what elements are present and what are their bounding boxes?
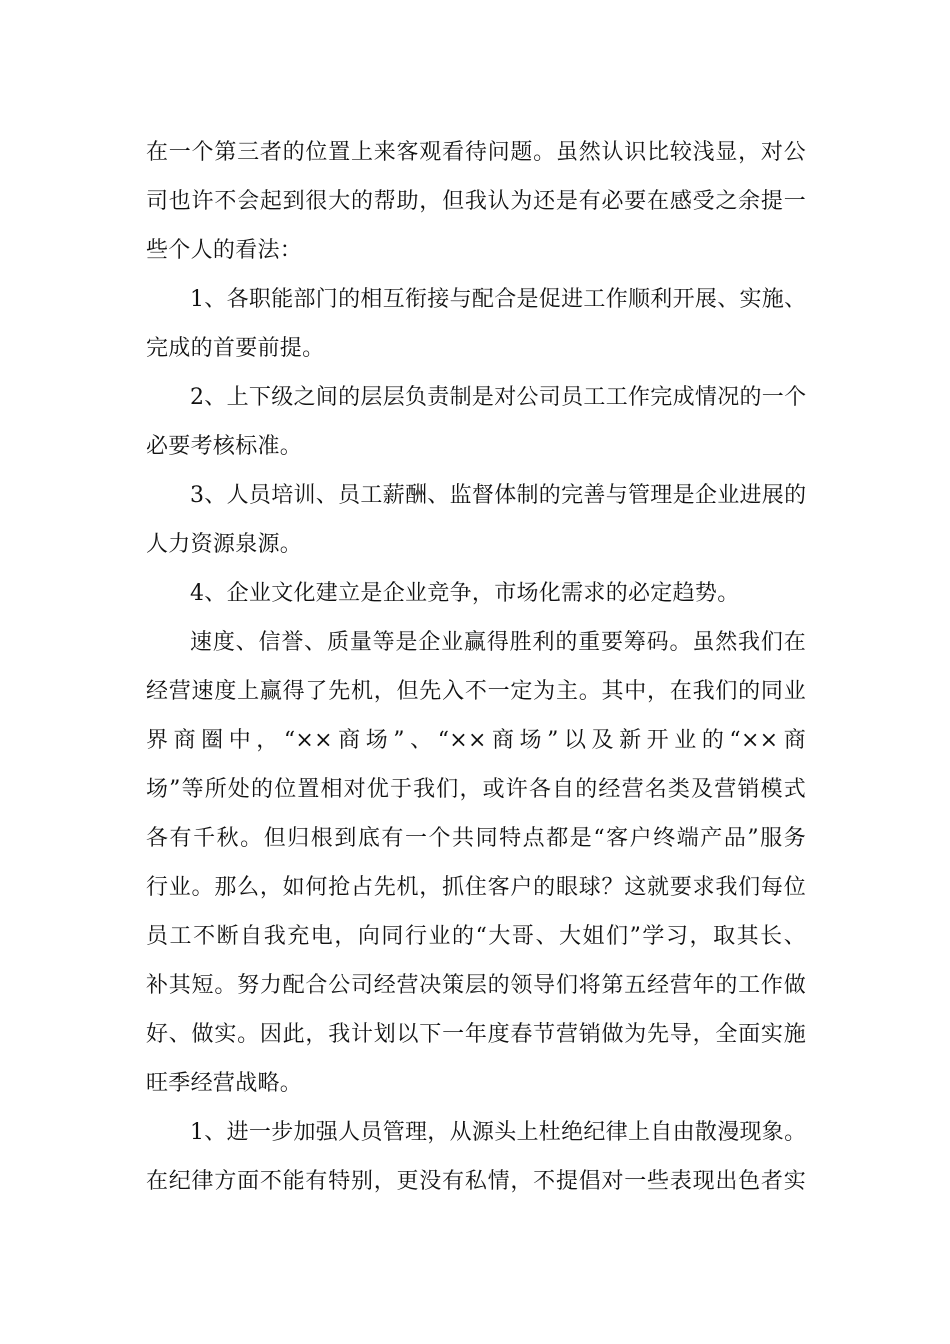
text-line: 各有千秋。但归根到底有一个共同特点都是“客户终端产品”服务 (146, 826, 806, 851)
paragraph-point-4 (146, 569, 806, 618)
text-line: 2、上下级之间的层层负责制是对公司员工工作完成情况的一个 (190, 385, 807, 410)
text-line: 补其短。努力配合公司经营决策层的领导们将第五经营年的工作做 (146, 973, 806, 998)
text-line: 些个人的看法： (146, 238, 303, 263)
text-line: 场”等所处的位置相对优于我们，或许各自的经营名类及营销模式 (146, 777, 806, 802)
text-line: 完成的首要前提。 (146, 336, 325, 361)
text-line: 必要考核标准。 (146, 434, 303, 459)
text-line: 1、进一步加强人员管理，从源头上杜绝纪律上自由散漫现象。 (190, 1120, 807, 1145)
paragraph-point-3 (146, 471, 806, 569)
text-line: 速度、信誉、质量等是企业赢得胜利的重要筹码。虽然我们在 (190, 630, 806, 655)
text-line: 在一个第三者的位置上来客观看待问题。虽然认识比较浅显，对公 (146, 140, 806, 165)
text-line: 员工不断自我充电，向同行业的“大哥、大姐们”学习，取其长、 (146, 924, 806, 949)
document-body (146, 128, 806, 1206)
paragraph-point-2 (146, 373, 806, 471)
paragraph-point-1 (146, 275, 806, 373)
text-line: 好、做实。因此，我计划以下一年度春节营销做为先导，全面实施 (146, 1022, 806, 1047)
paragraph-plan-1 (146, 1108, 806, 1206)
text-line: 行业。那么，如何抢占先机，抓住客户的眼球？这就要求我们每位 (146, 875, 806, 900)
text-line: 1、各职能部门的相互衔接与配合是促进工作顺利开展、实施、 (190, 287, 807, 312)
text-line: 4、企业文化建立是企业竞争，市场化需求的必定趋势。 (190, 581, 740, 606)
paragraph-intro (146, 128, 806, 275)
text-line: 3、人员培训、员工薪酬、监督体制的完善与管理是企业进展的 (190, 483, 807, 508)
text-line: 界商圈中，“××商场”、“××商场”以及新开业的“××商 (146, 728, 806, 753)
text-line: 在纪律方面不能有特别，更没有私情，不提倡对一些表现出色者实 (146, 1169, 806, 1194)
text-line: 旺季经营战略。 (146, 1071, 303, 1096)
text-line: 经营速度上赢得了先机，但先入不一定为主。其中，在我们的同业 (146, 679, 806, 704)
paragraph-strategy (146, 618, 806, 1108)
text-line: 司也许不会起到很大的帮助，但我认为还是有必要在感受之余提一 (146, 189, 806, 214)
text-line: 人力资源泉源。 (146, 532, 303, 557)
